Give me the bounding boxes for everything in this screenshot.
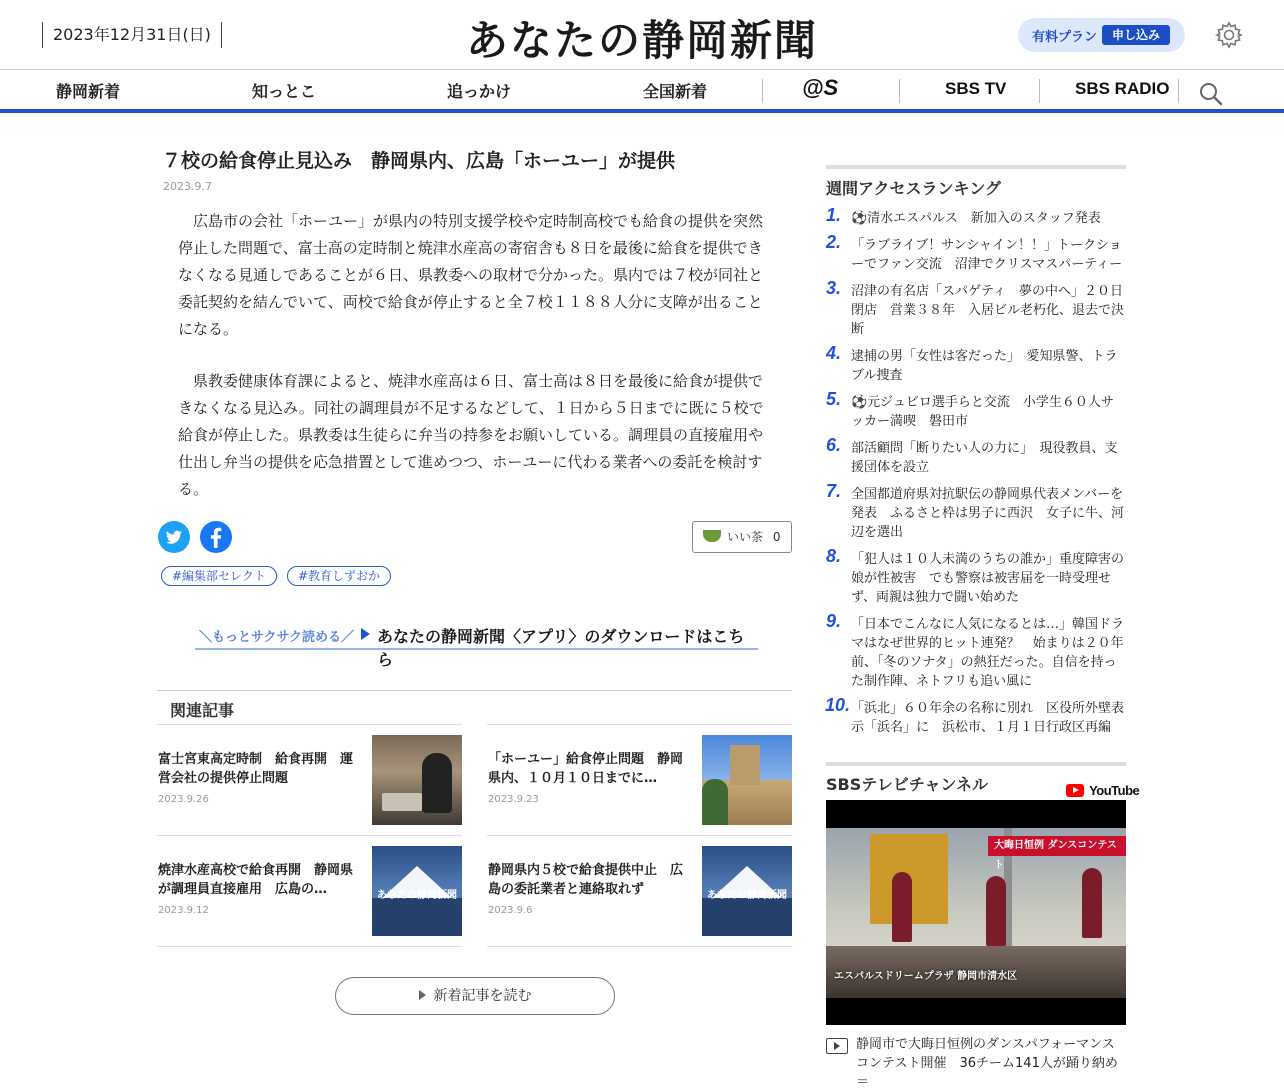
article-paragraph: 広島市の会社「ホーユー」が県内の特別支援学校や定時制高校でも給食の提供を突然停止した問題で、富士高の定時制と焼津水産高の寄宿舎も８日を最後に給食を提供できなくなる見通しであることが６日、県教委への取材で分かった。県内では７校が同社と委託契約を結んでいて、両校で給食が停止すると全７校１１８８人分に支障が出ることになる。 [178, 212, 764, 338]
rank-number: 9. [826, 611, 842, 631]
youtube-wordmark: YouTube [1089, 783, 1140, 798]
facebook-icon [200, 521, 232, 553]
related-row-divider [487, 724, 792, 725]
rank-number: 2. [826, 232, 842, 252]
nav-separator [1039, 79, 1040, 103]
article-title: ７校の給食停止見込み 静岡県内、広島「ホーユー」が提供 [162, 150, 676, 172]
nav-separator [899, 79, 900, 103]
video-location-caption: エスパルスドリームプラザ 静岡市清水区 [834, 971, 1018, 982]
related-row-divider [157, 946, 462, 947]
related-article-thumbnail[interactable] [702, 735, 792, 825]
read-new-articles-button[interactable] [335, 977, 615, 1015]
tea-cup-icon [703, 530, 721, 542]
subscribe-button[interactable]: 申し込み [1102, 25, 1170, 45]
rank-title: 全国都道府県対抗駅伝の静岡県代表メンバーを発表 ふるさと枠は男子に西沢 女子に牛、河辺を選出 [851, 487, 1125, 540]
top-header [0, 0, 1284, 70]
related-article-thumbnail[interactable] [372, 735, 462, 825]
related-row-divider [157, 835, 462, 836]
video-title[interactable]: 静岡市で大晦日恒例のダンスパフォーマンスコンテスト開催 36チーム141人が踊り納め＝ [856, 1037, 1118, 1090]
related-article-title[interactable]: 「ホーユー」給食停止問題 静岡県内、１０月１０日までに… [488, 752, 684, 786]
rank-title: 「浜北」６０年余の名称に別れ 区役所外壁表示「浜名」に 浜松市、１月１日行政区再編 [851, 701, 1125, 735]
app-banner-text: あなたの静岡新聞〈アプリ〉のダウンロードはこちら [377, 627, 745, 669]
related-article-thumbnail[interactable] [372, 846, 462, 936]
article-date: 2023.9.7 [163, 180, 212, 193]
rank-number: 8. [826, 546, 842, 566]
nav-item-shizuoka-new[interactable]: 静岡新着 [56, 82, 121, 101]
rank-number: 6. [826, 435, 842, 455]
related-article-date: 2023.9.23 [488, 794, 539, 805]
related-article-thumbnail[interactable] [702, 846, 792, 936]
app-download-banner[interactable] [195, 622, 758, 669]
related-article-title[interactable]: 静岡県内５校で給食提供中止 広島の委託業者と連絡取れず [488, 863, 684, 897]
thumbnail-caption: あなたの静岡新聞 [377, 890, 457, 901]
rank-number: 1. [826, 205, 842, 225]
rank-title: 「犯人は１０人未満のうちの誰か」重度障害の娘が性被害 でも警察は被害届を一時受理せず、両親は独力で闘い始めた [851, 552, 1125, 605]
rank-number: 4. [826, 343, 842, 363]
article-paragraph: 県教委健康体育課によると、焼津水産高は６日、富士高は８日を最後に給食が提供できなくなる見込み。同社の調理員が不足するなどして、１日から５日までに既に５校で給食が停止した。県教委は生徒らに弁当の持参をお願いしている。調理員の直接雇用や仕出し弁当の提供を応急措置として進めつつ、ホーユーに代わる業者への委託を検討する。 [178, 372, 764, 498]
tag-editor-select[interactable]: #編集部セレクト [161, 566, 277, 586]
iicha-like-button[interactable] [692, 521, 792, 553]
video-overlay-banner: 大晦日恒例 ダンスコンテスト [988, 836, 1126, 856]
app-banner-lead: ＼もっとサクサク読める／ [199, 630, 354, 645]
nav-item-national-new[interactable]: 全国新着 [643, 82, 708, 101]
sidebar-rule [826, 165, 1126, 169]
play-arrow-icon [361, 628, 370, 640]
iicha-count: 0 [772, 530, 781, 544]
site-logo[interactable]: あなたの静岡新聞 [465, 16, 818, 65]
related-row-divider [487, 946, 792, 947]
search-icon[interactable] [1198, 81, 1224, 107]
thumbnail-caption: あなたの静岡新聞 [707, 890, 787, 901]
youtube-play-icon [1066, 784, 1084, 797]
sidebar-rule [826, 762, 1126, 766]
more-button-label: 新着記事を読む [433, 988, 532, 1004]
plan-label: 有料プラン [1032, 30, 1098, 45]
twitter-share-button[interactable] [158, 521, 190, 553]
video-player[interactable] [826, 800, 1126, 1025]
gear-icon[interactable] [1214, 20, 1244, 50]
nav-item-shittoko[interactable]: 知っとこ [252, 82, 317, 101]
related-article-date: 2023.9.12 [158, 905, 209, 916]
related-divider [157, 690, 792, 691]
paid-plan-banner[interactable] [1018, 18, 1185, 52]
main-nav [0, 71, 1284, 113]
rank-number: 10. [825, 695, 851, 715]
rank-title: ⚽元ジュビロ選手らと交流 小学生６０人サッカー満喫 磐田市 [851, 395, 1114, 429]
related-row-divider [487, 835, 792, 836]
related-article-date: 2023.9.26 [158, 794, 209, 805]
rank-title: 「ラブライブ！サンシャイン！！」トークショーでファン交流 沼津でクリスマスパーティー [851, 238, 1123, 272]
related-article-title[interactable]: 富士宮東高定時制 給食再開 運営会社の提供停止問題 [158, 752, 354, 786]
related-article-date: 2023.9.6 [488, 905, 533, 916]
current-date: 2023年12月31日(日) [42, 22, 222, 48]
rank-number: 3. [826, 278, 842, 298]
related-row-divider [157, 724, 462, 725]
youtube-logo[interactable] [1066, 780, 1139, 799]
article-body [178, 208, 772, 528]
facebook-share-button[interactable] [200, 521, 232, 553]
rank-title: 部活顧問「断りたい人の力に」 現役教員、支援団体を設立 [851, 441, 1118, 475]
rank-title: 逮捕の男「女性は客だった」 愛知県警、トラブル捜査 [851, 349, 1118, 383]
tag-education[interactable]: #教育しずおか [287, 566, 391, 586]
video-play-icon [826, 1038, 848, 1054]
rank-number: 5. [826, 389, 842, 409]
at-s-logo[interactable]: @S [802, 75, 839, 100]
twitter-icon [158, 521, 190, 553]
rank-title: 沼津の有名店「スパゲティ 夢の中へ」２０日閉店 営業３８年 入居ビル老朽化、退去で決断 [851, 284, 1125, 337]
rank-title: ⚽清水エスパルス 新加入のスタッフ発表 [851, 211, 1101, 226]
sbs-radio-logo[interactable]: SBS RADIO [1075, 79, 1170, 98]
rank-title: 「日本でこんなに人気になるとは…」韓国ドラマはなぜ世界的ヒット連発？ 始まりは２０年前、「冬のソナタ」の熱狂だった。自信を持った制作陣、ネトフリも追い風に [851, 617, 1125, 689]
sbs-tv-logo[interactable]: SBS TV [945, 79, 1007, 98]
iicha-label: いい茶 [727, 530, 764, 544]
nav-separator [762, 79, 763, 103]
sbs-tv-channel-heading: SBSテレビチャンネル [826, 775, 988, 794]
rank-number: 7. [826, 481, 842, 501]
nav-separator [1178, 79, 1179, 103]
play-arrow-icon [419, 990, 426, 1000]
nav-item-okkake[interactable]: 追っかけ [447, 82, 512, 101]
related-article-title[interactable]: 焼津水産高校で給食再開 静岡県が調理員直接雇用 広島の… [158, 863, 354, 897]
related-heading: 関連記事 [170, 701, 235, 720]
ranking-heading: 週間アクセスランキング [826, 179, 1002, 198]
